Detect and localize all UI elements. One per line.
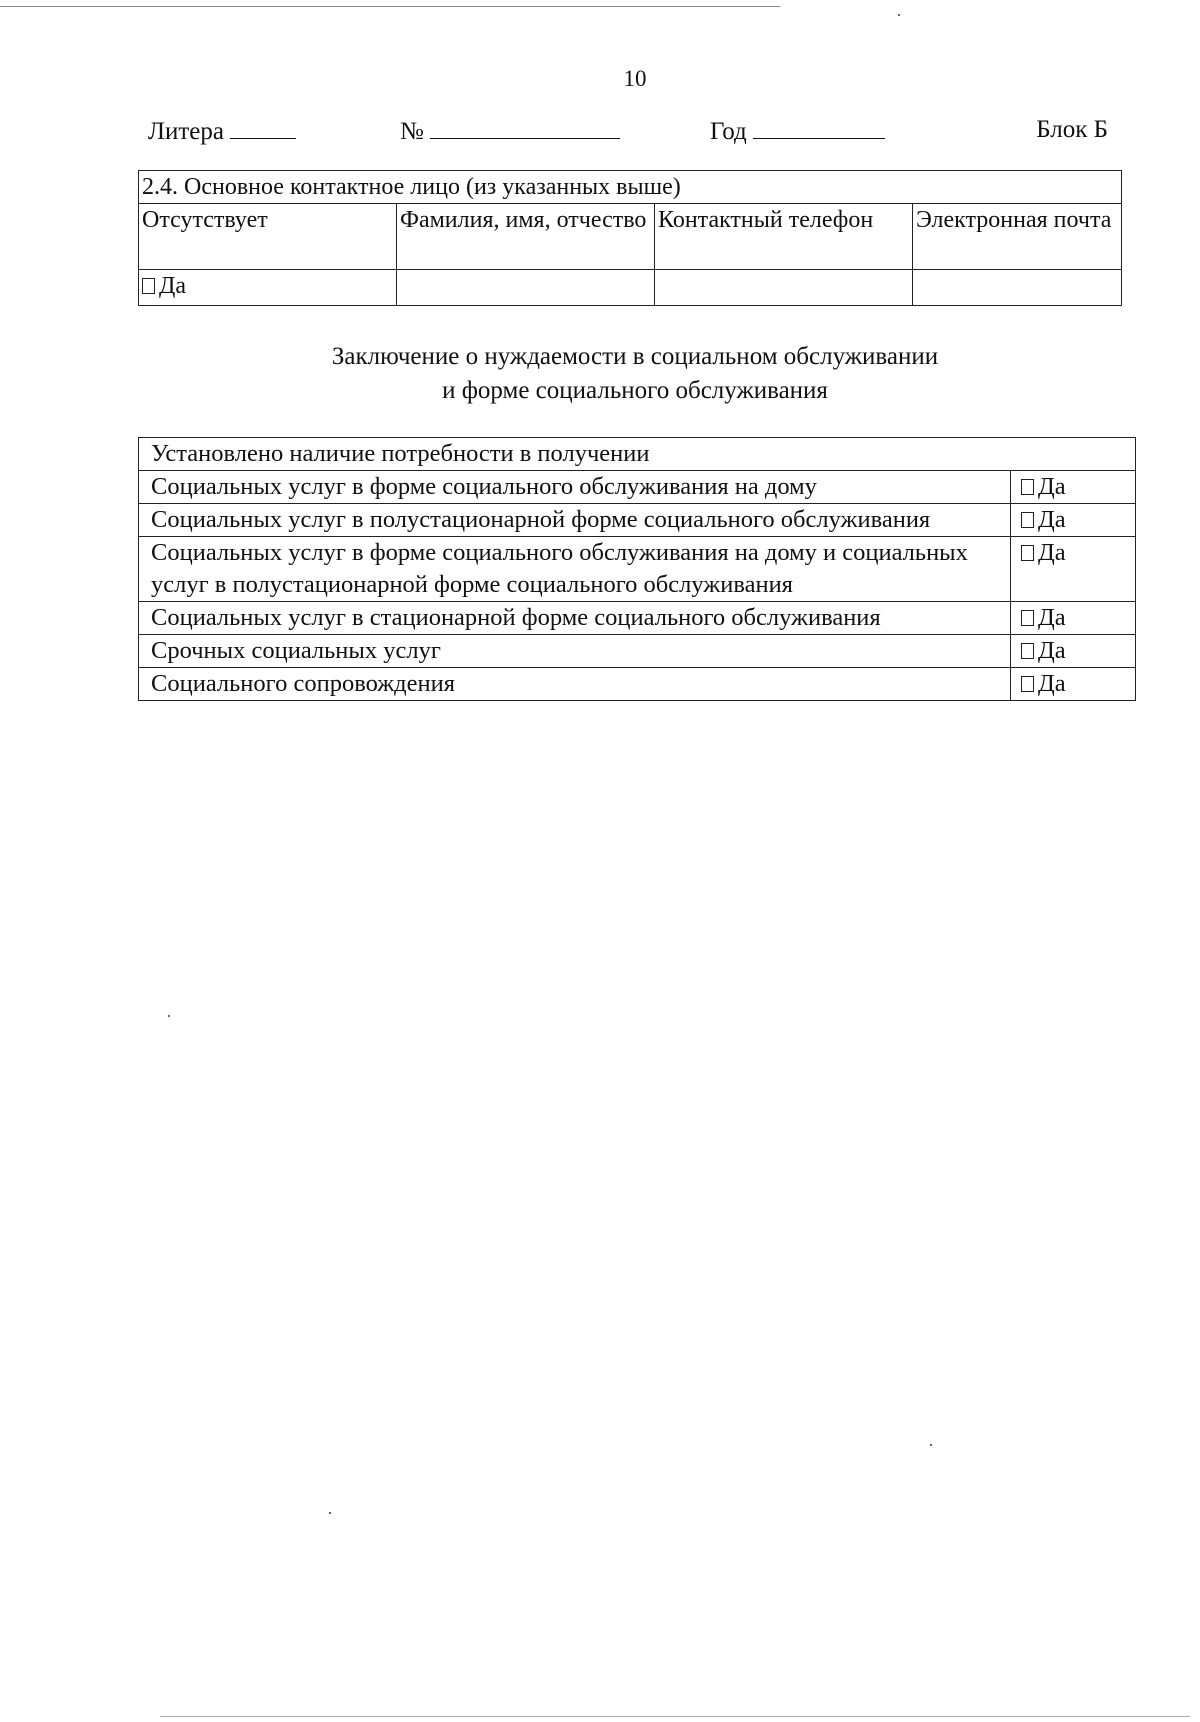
- checkbox-icon[interactable]: [142, 278, 155, 294]
- scan-speck: [930, 1444, 932, 1446]
- needs-row-option[interactable]: [1011, 635, 1136, 668]
- needs-row-option[interactable]: [1011, 504, 1136, 537]
- checkbox-icon[interactable]: [1021, 479, 1034, 495]
- needs-header-row: [139, 438, 1136, 471]
- needs-row: [139, 504, 1136, 537]
- needs-row: [139, 668, 1136, 701]
- needs-row: [139, 537, 1136, 602]
- litera-field: [148, 116, 296, 146]
- column-full-name: Фамилия, имя, отчество: [397, 204, 655, 270]
- needs-row-label: Социальных услуг в стационарной форме социального обслуживания: [139, 602, 1011, 635]
- option-label: Да: [1038, 506, 1066, 533]
- column-email: Электронная почта: [913, 204, 1122, 270]
- scan-speck: [329, 1512, 331, 1514]
- needs-row: [139, 602, 1136, 635]
- checkbox-icon[interactable]: [1021, 643, 1034, 659]
- option-label: Да: [1038, 604, 1066, 631]
- needs-row-option[interactable]: [1011, 471, 1136, 504]
- option-label: Да: [1038, 670, 1066, 697]
- conclusion-heading: [0, 340, 1200, 408]
- absent-option-label: Да: [159, 273, 187, 299]
- full-name-input-cell[interactable]: [397, 270, 655, 306]
- needs-row-label: Социальных услуг в форме социального обслуживания на дому: [139, 471, 1011, 504]
- needs-header: Установлено наличие потребности в получении: [139, 438, 1136, 471]
- scan-edge-bottom: [160, 1716, 1190, 1717]
- column-absent: Отсутствует: [139, 204, 397, 270]
- needs-row-label: Социальных услуг в полустационарной форме социального обслуживания: [139, 504, 1011, 537]
- year-field: [710, 116, 885, 146]
- column-phone: Контактный телефон: [655, 204, 913, 270]
- checkbox-icon[interactable]: [1021, 545, 1034, 561]
- contact-header-row: [139, 204, 1122, 270]
- number-blank[interactable]: [430, 116, 620, 139]
- litera-label: Литера: [148, 118, 224, 145]
- number-field: [400, 116, 620, 146]
- scan-edge-top: [0, 6, 780, 7]
- phone-input-cell[interactable]: [655, 270, 913, 306]
- needs-row-label: Социального сопровождения: [139, 668, 1011, 701]
- contact-input-row: [139, 270, 1122, 306]
- conclusion-title-line2: и форме социального обслуживания: [442, 377, 828, 404]
- page-number: 10: [623, 66, 647, 91]
- needs-conclusion-table: [138, 437, 1136, 701]
- needs-row-option[interactable]: [1011, 668, 1136, 701]
- contact-person-table: [138, 170, 1122, 306]
- needs-row: [139, 635, 1136, 668]
- number-label: №: [400, 118, 424, 145]
- block-label: Блок Б: [1036, 116, 1108, 143]
- scan-speck: [168, 1015, 170, 1017]
- year-blank[interactable]: [753, 116, 885, 139]
- needs-row-option[interactable]: [1011, 537, 1136, 602]
- checkbox-icon[interactable]: [1021, 512, 1034, 528]
- needs-row-label: Социальных услуг в форме социального обслуживания на дому и социальных услуг в полустационарной форме социального обслуживания: [139, 537, 1011, 602]
- conclusion-title-line1: Заключение о нуждаемости в социальном обслуживании: [331, 343, 939, 370]
- needs-row: [139, 471, 1136, 504]
- checkbox-icon[interactable]: [1021, 610, 1034, 626]
- contact-title-row: [139, 171, 1122, 204]
- year-label: Год: [710, 118, 747, 145]
- email-input-cell[interactable]: [913, 270, 1122, 306]
- checkbox-icon[interactable]: [1021, 676, 1034, 692]
- option-label: Да: [1038, 637, 1066, 664]
- document-header: [148, 116, 1108, 148]
- needs-row-option[interactable]: [1011, 602, 1136, 635]
- contact-section-title: 2.4. Основное контактное лицо (из указанных выше): [139, 171, 1122, 204]
- option-label: Да: [1038, 473, 1066, 500]
- option-label: Да: [1038, 539, 1066, 566]
- needs-row-label: Срочных социальных услуг: [139, 635, 1011, 668]
- litera-blank[interactable]: [230, 116, 296, 139]
- absent-checkbox-cell[interactable]: [139, 270, 397, 306]
- scan-speck: [898, 14, 900, 16]
